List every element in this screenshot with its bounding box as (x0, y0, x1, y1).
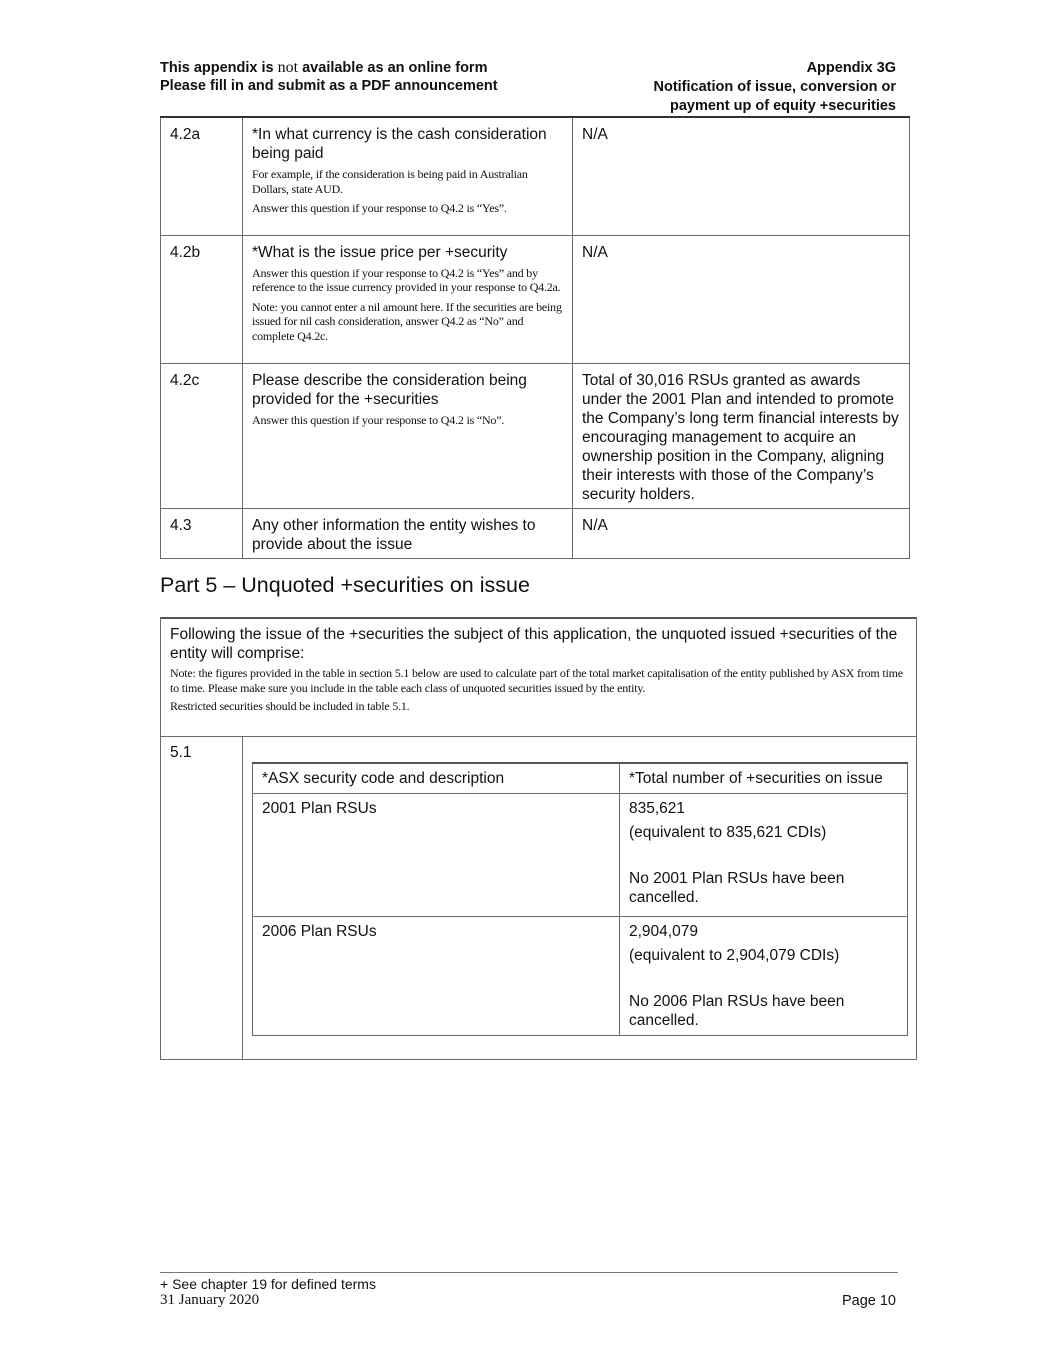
table-row (161, 363, 910, 508)
footer-divider (160, 1272, 898, 1273)
header-online-form-notice (160, 59, 498, 77)
footer-date: 31 January 2020 (160, 1292, 260, 1308)
unquoted-securities-table (252, 762, 908, 1036)
answer-field[interactable]: N/A (573, 235, 910, 363)
question-cell (243, 117, 573, 235)
security-cancelled-note: No 2006 Plan RSUs have been cancelled. (629, 993, 845, 1029)
question-number: 4.3 (161, 508, 243, 558)
header-left (160, 59, 498, 95)
table-row (161, 508, 910, 558)
header-emphasis-not: not (277, 59, 299, 76)
table-row (161, 117, 910, 235)
security-total: 2,904,079 (629, 923, 698, 940)
question-text: Any other information the entity wishes to provide about the issue (252, 516, 536, 553)
answer-field[interactable]: N/A (573, 508, 910, 558)
page-header (160, 59, 896, 115)
table-row (253, 794, 908, 917)
question-cell (243, 508, 573, 558)
question-note: Answer this question if your response to Q4.2 is “Yes”. (252, 201, 507, 215)
security-equivalent: (equivalent to 2,904,079 CDIs) (629, 947, 840, 964)
column-header-description: *ASX security code and description (253, 763, 620, 794)
part5-restricted-note: Restricted securities should be included in table 5.1. (170, 699, 410, 713)
security-total-cell[interactable] (620, 794, 908, 917)
security-total: 835,621 (629, 800, 686, 817)
security-description[interactable]: 2006 Plan RSUs (253, 917, 620, 1036)
part5-note: Note: the figures provided in the table in section 5.1 below are used to calculate part of the total market capitalisation of the entity published by ASX from time to time. Please make sure you include in the table each class of unquoted securities issued by the entity. (170, 666, 903, 695)
question-cell (243, 363, 573, 508)
table-row (161, 235, 910, 363)
question-text: Please describe the consideration being provided for the +securities (252, 371, 527, 408)
appendix-subtitle-line2: payment up of equity +securities (669, 98, 896, 114)
part5-intro (161, 619, 916, 737)
table-row (253, 917, 908, 1036)
part5-lead-text: Following the issue of the +securities the subject of this application, the unquoted issued +securities of the entity will comprise: (170, 626, 898, 662)
header-text: available as an online form (298, 60, 488, 76)
appendix-subtitle-line1: Notification of issue, conversion or (653, 79, 896, 95)
security-total-cell[interactable] (620, 917, 908, 1036)
question-note: Answer this question if your response to Q4.2 is “No”. (252, 412, 505, 427)
column-header-total: *Total number of +securities on issue (620, 763, 908, 794)
question-number: 4.2b (161, 235, 243, 363)
answer-field[interactable]: N/A (573, 117, 910, 235)
question-note: Note: you cannot enter a nil amount here. If the securities are being issued for nil cash consideration, answer Q4.2 as “No” and complete Q4.2c. (252, 299, 562, 343)
part5-heading: Part 5 – Unquoted +securities on issue (160, 573, 530, 597)
footer-defined-terms: + See chapter 19 for defined terms (160, 1276, 376, 1292)
question-text: *In what currency is the cash consideration being paid (252, 126, 547, 162)
question-note: Answer this question if your response to Q4.2 is “Yes” and by reference to the issue currency provided in your response to Q4.2a. (252, 265, 561, 294)
security-description[interactable]: 2001 Plan RSUs (253, 794, 620, 917)
question-note: For example, if the consideration is being paid in Australian Dollars, state AUD. (252, 167, 528, 196)
security-equivalent: (equivalent to 835,621 CDIs) (629, 824, 827, 841)
part4-question-table (160, 116, 910, 559)
security-cancelled-note: No 2001 Plan RSUs have been cancelled. (629, 870, 845, 906)
header-pdf-instruction: Please fill in and submit as a PDF announcement (160, 78, 498, 94)
table-header-row (253, 763, 908, 794)
section-number: 5.1 (161, 737, 243, 1059)
answer-field[interactable]: Total of 30,016 RSUs granted as awards under the 2001 Plan and intended to promote the Company’s long term financial interests by encouraging management to acquire an ownership position in the Company, aligning their interests with those of the Company’s security holders. (573, 363, 910, 508)
question-number: 4.2a (161, 117, 243, 235)
part5-section (160, 617, 917, 1060)
header-text: This appendix is (160, 60, 278, 76)
question-number: 4.2c (161, 363, 243, 508)
question-cell (243, 235, 573, 363)
question-text: *What is the issue price per +security (252, 243, 508, 261)
appendix-title: Appendix 3G (806, 60, 896, 76)
page-number: Page 10 (841, 1293, 896, 1309)
header-right (653, 59, 896, 116)
